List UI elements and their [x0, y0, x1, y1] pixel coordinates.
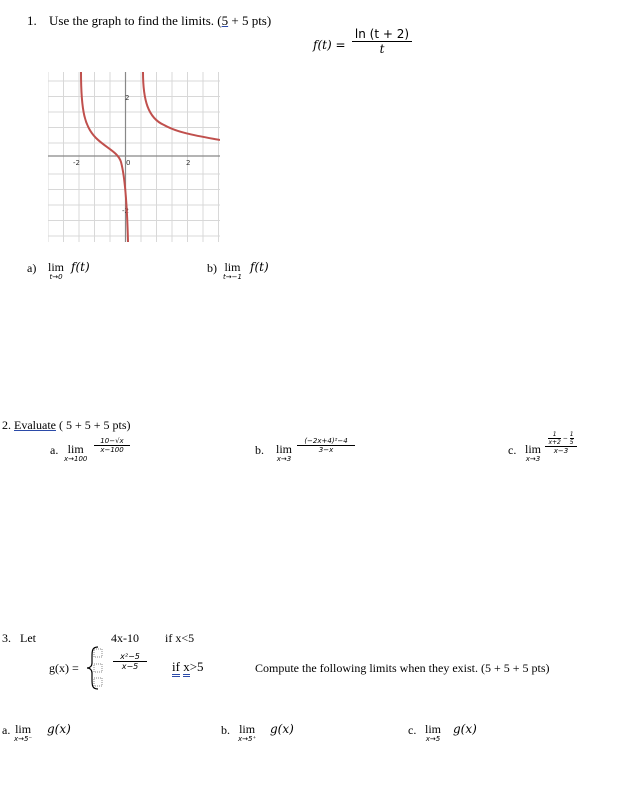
q1-func-fraction	[352, 27, 412, 56]
q2-a-den: x−100	[100, 446, 124, 454]
q2-title: Evaluate	[14, 418, 56, 432]
q2-c-sub: x→3	[525, 455, 541, 463]
graph-xtick-0: 0	[126, 159, 131, 167]
q2-c-inner2-num: 1	[569, 431, 574, 438]
q2-c-inner1-num: 1	[548, 431, 560, 439]
q2-c-label: c.	[508, 443, 517, 457]
q3-piece1-expr: 4x-10	[111, 631, 139, 645]
graph-grid	[48, 72, 220, 242]
q2-c-den: x−3	[553, 447, 569, 455]
q3-c-func: g(x)	[453, 722, 477, 736]
q2-c-fraction	[545, 431, 577, 456]
q2-a-num: 10−√x	[94, 437, 130, 446]
q3-a-sub: x→5⁻	[14, 735, 33, 743]
q3-let: Let	[20, 631, 36, 645]
q1-part-b-func: f(t)	[250, 260, 269, 274]
q2-c-inner2-den: 5	[569, 439, 574, 446]
q3-piece2-rest: >5	[189, 659, 204, 674]
q1-part-a-label: a)	[27, 261, 37, 275]
q3-a-limit	[14, 723, 32, 743]
q3-piece2-cond	[172, 659, 204, 675]
q3-instruction: Compute the following limits when they exist. (5 + 5 + 5 pts)	[255, 661, 550, 675]
q2-c-limit	[525, 443, 541, 463]
graph-xtick-neg2: -2	[73, 159, 80, 167]
q3-lhs: g(x) =	[49, 661, 79, 675]
graph-axes	[48, 72, 220, 242]
q1-points-open: (	[217, 13, 222, 28]
q3-piece2-num: x²−5	[113, 652, 147, 662]
q1-prompt-text: Use the graph to find the limits.	[49, 13, 215, 28]
q2-b-fraction	[297, 437, 355, 454]
q2-c-inner1	[548, 431, 560, 446]
q3-c-sub: x→5	[425, 735, 441, 743]
q3-piece2-x: x	[183, 659, 190, 677]
q2-c-minus: −	[562, 435, 568, 442]
q1-part-b-lim: lim	[224, 260, 241, 274]
q3-a-func: g(x)	[47, 722, 71, 736]
q1-part-b-label: b)	[207, 261, 217, 275]
q3-a-label: a.	[2, 723, 11, 737]
q3-number: 3.	[2, 631, 11, 645]
q2-c-numerator	[545, 431, 577, 447]
graph-curve-right	[143, 72, 220, 140]
q3-c-label: c.	[408, 723, 417, 737]
q2-b-label: b.	[255, 443, 264, 457]
q1-points-rest: + 5 pts)	[228, 13, 272, 28]
q3-piece1-cond: if x<5	[165, 631, 195, 645]
q3-b-sub: x→5⁺	[238, 735, 257, 743]
q3-c-limit	[425, 723, 441, 743]
q3-b-limit	[238, 723, 256, 743]
q1-func-numerator: ln (t + 2)	[352, 27, 412, 42]
q2-a-label: a.	[50, 443, 59, 457]
q3-brace	[84, 645, 106, 691]
q1-part-a-sub: t→0	[49, 273, 63, 281]
q2-c-inner1-den: x+2	[548, 439, 561, 446]
q2-b-limit	[276, 443, 292, 463]
q1-prompt	[49, 13, 271, 29]
q3-b-label: b.	[221, 723, 230, 737]
q1-points-five: 5	[221, 13, 229, 28]
q3-c-lim: lim	[425, 722, 442, 736]
q2-b-num: (−2x+4)²−4	[297, 437, 355, 446]
q2-a-limit	[64, 443, 87, 463]
q3-piece2-if: if	[172, 659, 180, 677]
q1-part-a-limit	[48, 261, 64, 281]
q2-a-fraction	[94, 437, 130, 454]
q2-b-lim: lim	[276, 442, 293, 456]
q3-b-func: g(x)	[270, 722, 294, 736]
q3-b-lim: lim	[239, 722, 256, 736]
q2-b-den: 3−x	[318, 446, 334, 454]
q3-piece2-fraction	[113, 652, 147, 671]
q1-part-b-sub: t→−1	[223, 273, 242, 281]
q1-part-a-lim: lim	[48, 260, 65, 274]
q1-number: 1.	[27, 13, 37, 28]
q2-heading	[2, 418, 131, 433]
graph-xtick-2: 2	[186, 159, 191, 167]
q1-func-lhs: f(t) =	[313, 38, 346, 52]
q1-func-denominator: t	[379, 42, 385, 56]
graph-ytick-2: 2	[125, 94, 130, 102]
q1-part-b-limit	[223, 261, 242, 281]
graph-ytick-neg2: -2	[122, 207, 129, 215]
q2-a-lim: lim	[67, 442, 84, 456]
q1-graph	[48, 72, 220, 242]
q1-part-a-func: f(t)	[71, 260, 90, 274]
q2-a-sub: x→100	[64, 455, 88, 463]
q2-c-lim: lim	[525, 442, 542, 456]
q2-c-inner2	[570, 431, 574, 446]
q3-piece2-den: x−5	[121, 662, 139, 671]
q3-a-lim: lim	[15, 722, 32, 736]
q2-number: 2.	[2, 418, 11, 432]
q2-b-sub: x→3	[276, 455, 292, 463]
graph-curve-left	[81, 72, 131, 242]
q2-points: ( 5 + 5 + 5 pts)	[55, 418, 131, 432]
